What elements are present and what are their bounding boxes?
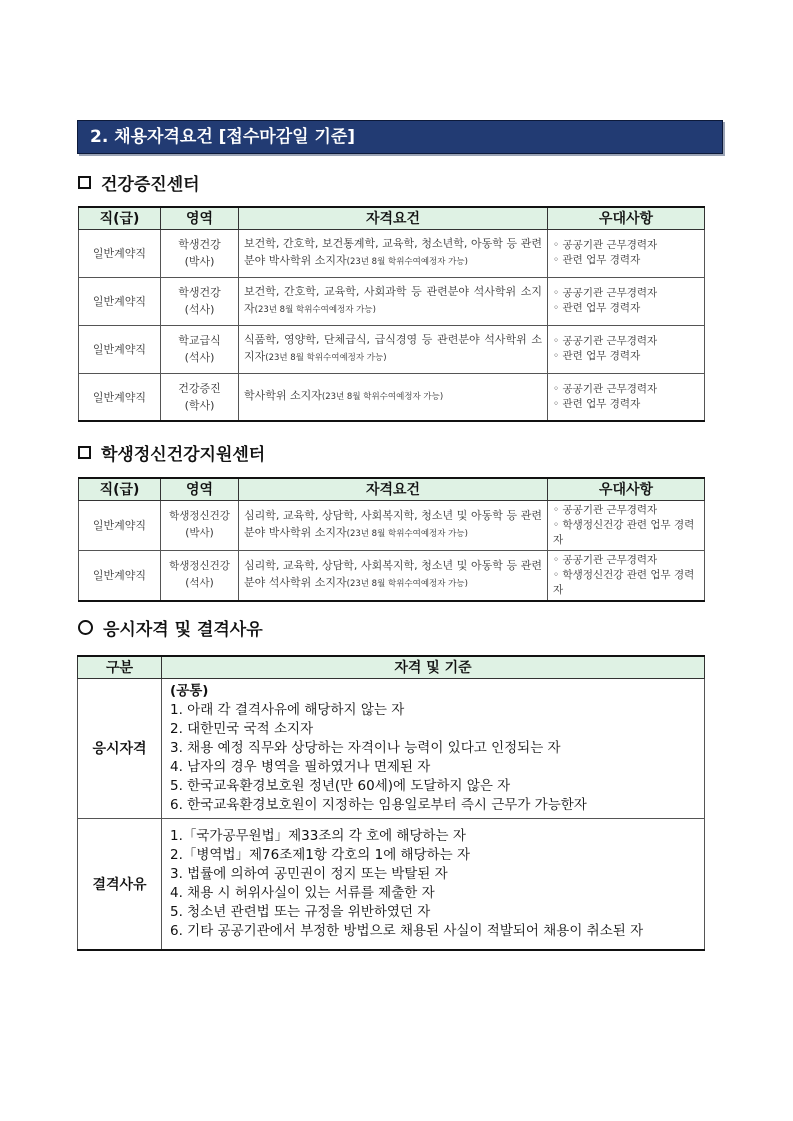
heading-text: 응시자격 및 결격사유 xyxy=(103,620,263,640)
list-item: 3. 법률에 의하여 공민권이 정지 또는 박탈된 자 xyxy=(170,865,448,882)
list-item: 2.「병역법」제76조제1항 각호의 1에 해당하는 자 xyxy=(170,846,471,863)
table-row xyxy=(79,550,705,601)
list-item: 1.「국가공무원법」제33조의 각 호에 해당하는 자 xyxy=(170,827,466,844)
table-row xyxy=(79,229,705,277)
cell-title: 일반계약직 xyxy=(79,550,161,601)
eligibility-list xyxy=(162,678,705,818)
list-item: 4. 채용 시 허위사실이 있는 서류를 제출한 자 xyxy=(170,884,435,901)
cell-requirements: 심리학, 교육학, 상담학, 사회복지학, 청소년 및 아동학 등 관련분야 박사학위 소지자(23년 8월 학위수여예정자 가능) xyxy=(239,500,548,550)
cell-area: 학교급식 (석사) xyxy=(161,325,239,373)
table-header-row xyxy=(79,478,705,500)
list-item: (공통) xyxy=(170,682,209,699)
table-row xyxy=(79,500,705,550)
list-item: 4. 남자의 경우 병역을 필하였거나 면제된 자 xyxy=(170,758,431,775)
cell-preferences: ◦ 공공기관 근무경력자 ◦ 학생정신건강 관련 업무 경력자 xyxy=(548,500,705,550)
cell-area: 학생건강 (박사) xyxy=(161,229,239,277)
cell-title: 일반계약직 xyxy=(79,373,161,421)
heading-health-center xyxy=(78,170,200,195)
header-category: 구분 xyxy=(78,656,162,678)
header-preferences: 우대사항 xyxy=(548,478,705,500)
header-requirements: 자격요건 xyxy=(239,207,548,229)
list-item: 3. 채용 예정 직무와 상당하는 자격이나 능력이 있다고 인정되는 자 xyxy=(170,739,561,756)
heading-text: 건강증진센터 xyxy=(101,175,200,195)
table-row xyxy=(78,818,705,950)
cell-title: 일반계약직 xyxy=(79,229,161,277)
cell-preferences: ◦ 공공기관 근무경력자 ◦ 학생정신건강 관련 업무 경력자 xyxy=(548,550,705,601)
cell-area: 학생정신건강 (박사) xyxy=(161,500,239,550)
table-row xyxy=(79,373,705,421)
table-row xyxy=(79,325,705,373)
list-item: 6. 한국교육환경보호원이 지정하는 임용일로부터 즉시 근무가 가능한자 xyxy=(170,796,587,813)
table-health-center xyxy=(78,206,705,422)
heading-text: 학생정신건강지원센터 xyxy=(101,445,266,465)
heading-mental-health-center xyxy=(78,440,265,465)
square-bullet-icon xyxy=(78,446,91,459)
square-bullet-icon xyxy=(78,176,91,189)
list-item: 1. 아래 각 결격사유에 해당하지 않는 자 xyxy=(170,701,405,718)
cell-title: 일반계약직 xyxy=(79,500,161,550)
section-title-bar: 2. 채용자격요건 [접수마감일 기준] xyxy=(77,120,723,154)
list-item: 5. 청소년 관련법 또는 규정을 위반하였던 자 xyxy=(170,903,431,920)
label-disqualification: 결격사유 xyxy=(78,818,162,950)
cell-title: 일반계약직 xyxy=(79,325,161,373)
header-requirements: 자격요건 xyxy=(239,478,548,500)
table-header-row xyxy=(79,207,705,229)
cell-requirements: 심리학, 교육학, 상담학, 사회복지학, 청소년 및 아동학 등 관련분야 석사학위 소지자(23년 8월 학위수여예정자 가능) xyxy=(239,550,548,601)
header-area: 영역 xyxy=(161,478,239,500)
circle-bullet-icon xyxy=(78,620,93,635)
table-mental-health-center xyxy=(78,477,705,602)
cell-area: 학생건강 (석사) xyxy=(161,277,239,325)
cell-preferences: ◦ 공공기관 근무경력자 ◦ 관련 업무 경력자 xyxy=(548,229,705,277)
header-title: 직(급) xyxy=(79,207,161,229)
cell-area: 건강증진 (학사) xyxy=(161,373,239,421)
heading-qualification xyxy=(78,615,263,640)
table-row xyxy=(78,678,705,818)
table-row xyxy=(79,277,705,325)
cell-title: 일반계약직 xyxy=(79,277,161,325)
cell-preferences: ◦ 공공기관 근무경력자 ◦ 관련 업무 경력자 xyxy=(548,277,705,325)
table-header-row xyxy=(78,656,705,678)
disqualification-list xyxy=(162,818,705,950)
list-item: 2. 대한민국 국적 소지자 xyxy=(170,720,314,737)
list-item: 5. 한국교육환경보호원 정년(만 60세)에 도달하지 않은 자 xyxy=(170,777,511,794)
cell-requirements: 식품학, 영양학, 단체급식, 급식경영 등 관련분야 석사학위 소지자(23년 8월 학위수여예정자 가능) xyxy=(239,325,548,373)
header-title: 직(급) xyxy=(79,478,161,500)
header-area: 영역 xyxy=(161,207,239,229)
cell-requirements: 보건학, 간호학, 보건통계학, 교육학, 청소년학, 아동학 등 관련분야 박사학위 소지자(23년 8월 학위수여예정자 가능) xyxy=(239,229,548,277)
cell-requirements: 학사학위 소지자(23년 8월 학위수여예정자 가능) xyxy=(239,373,548,421)
cell-area: 학생정신건강 (석사) xyxy=(161,550,239,601)
table-qualification xyxy=(77,655,705,951)
header-criteria: 자격 및 기준 xyxy=(162,656,705,678)
cell-requirements: 보건학, 간호학, 교육학, 사회과학 등 관련분야 석사학위 소지자(23년 8월 학위수여예정자 가능) xyxy=(239,277,548,325)
header-preferences: 우대사항 xyxy=(548,207,705,229)
label-eligibility: 응시자격 xyxy=(78,678,162,818)
list-item: 6. 기타 공공기관에서 부정한 방법으로 채용된 사실이 적발되어 채용이 취소된 자 xyxy=(170,922,644,939)
cell-preferences: ◦ 공공기관 근무경력자 ◦ 관련 업무 경력자 xyxy=(548,373,705,421)
cell-preferences: ◦ 공공기관 근무경력자 ◦ 관련 업무 경력자 xyxy=(548,325,705,373)
